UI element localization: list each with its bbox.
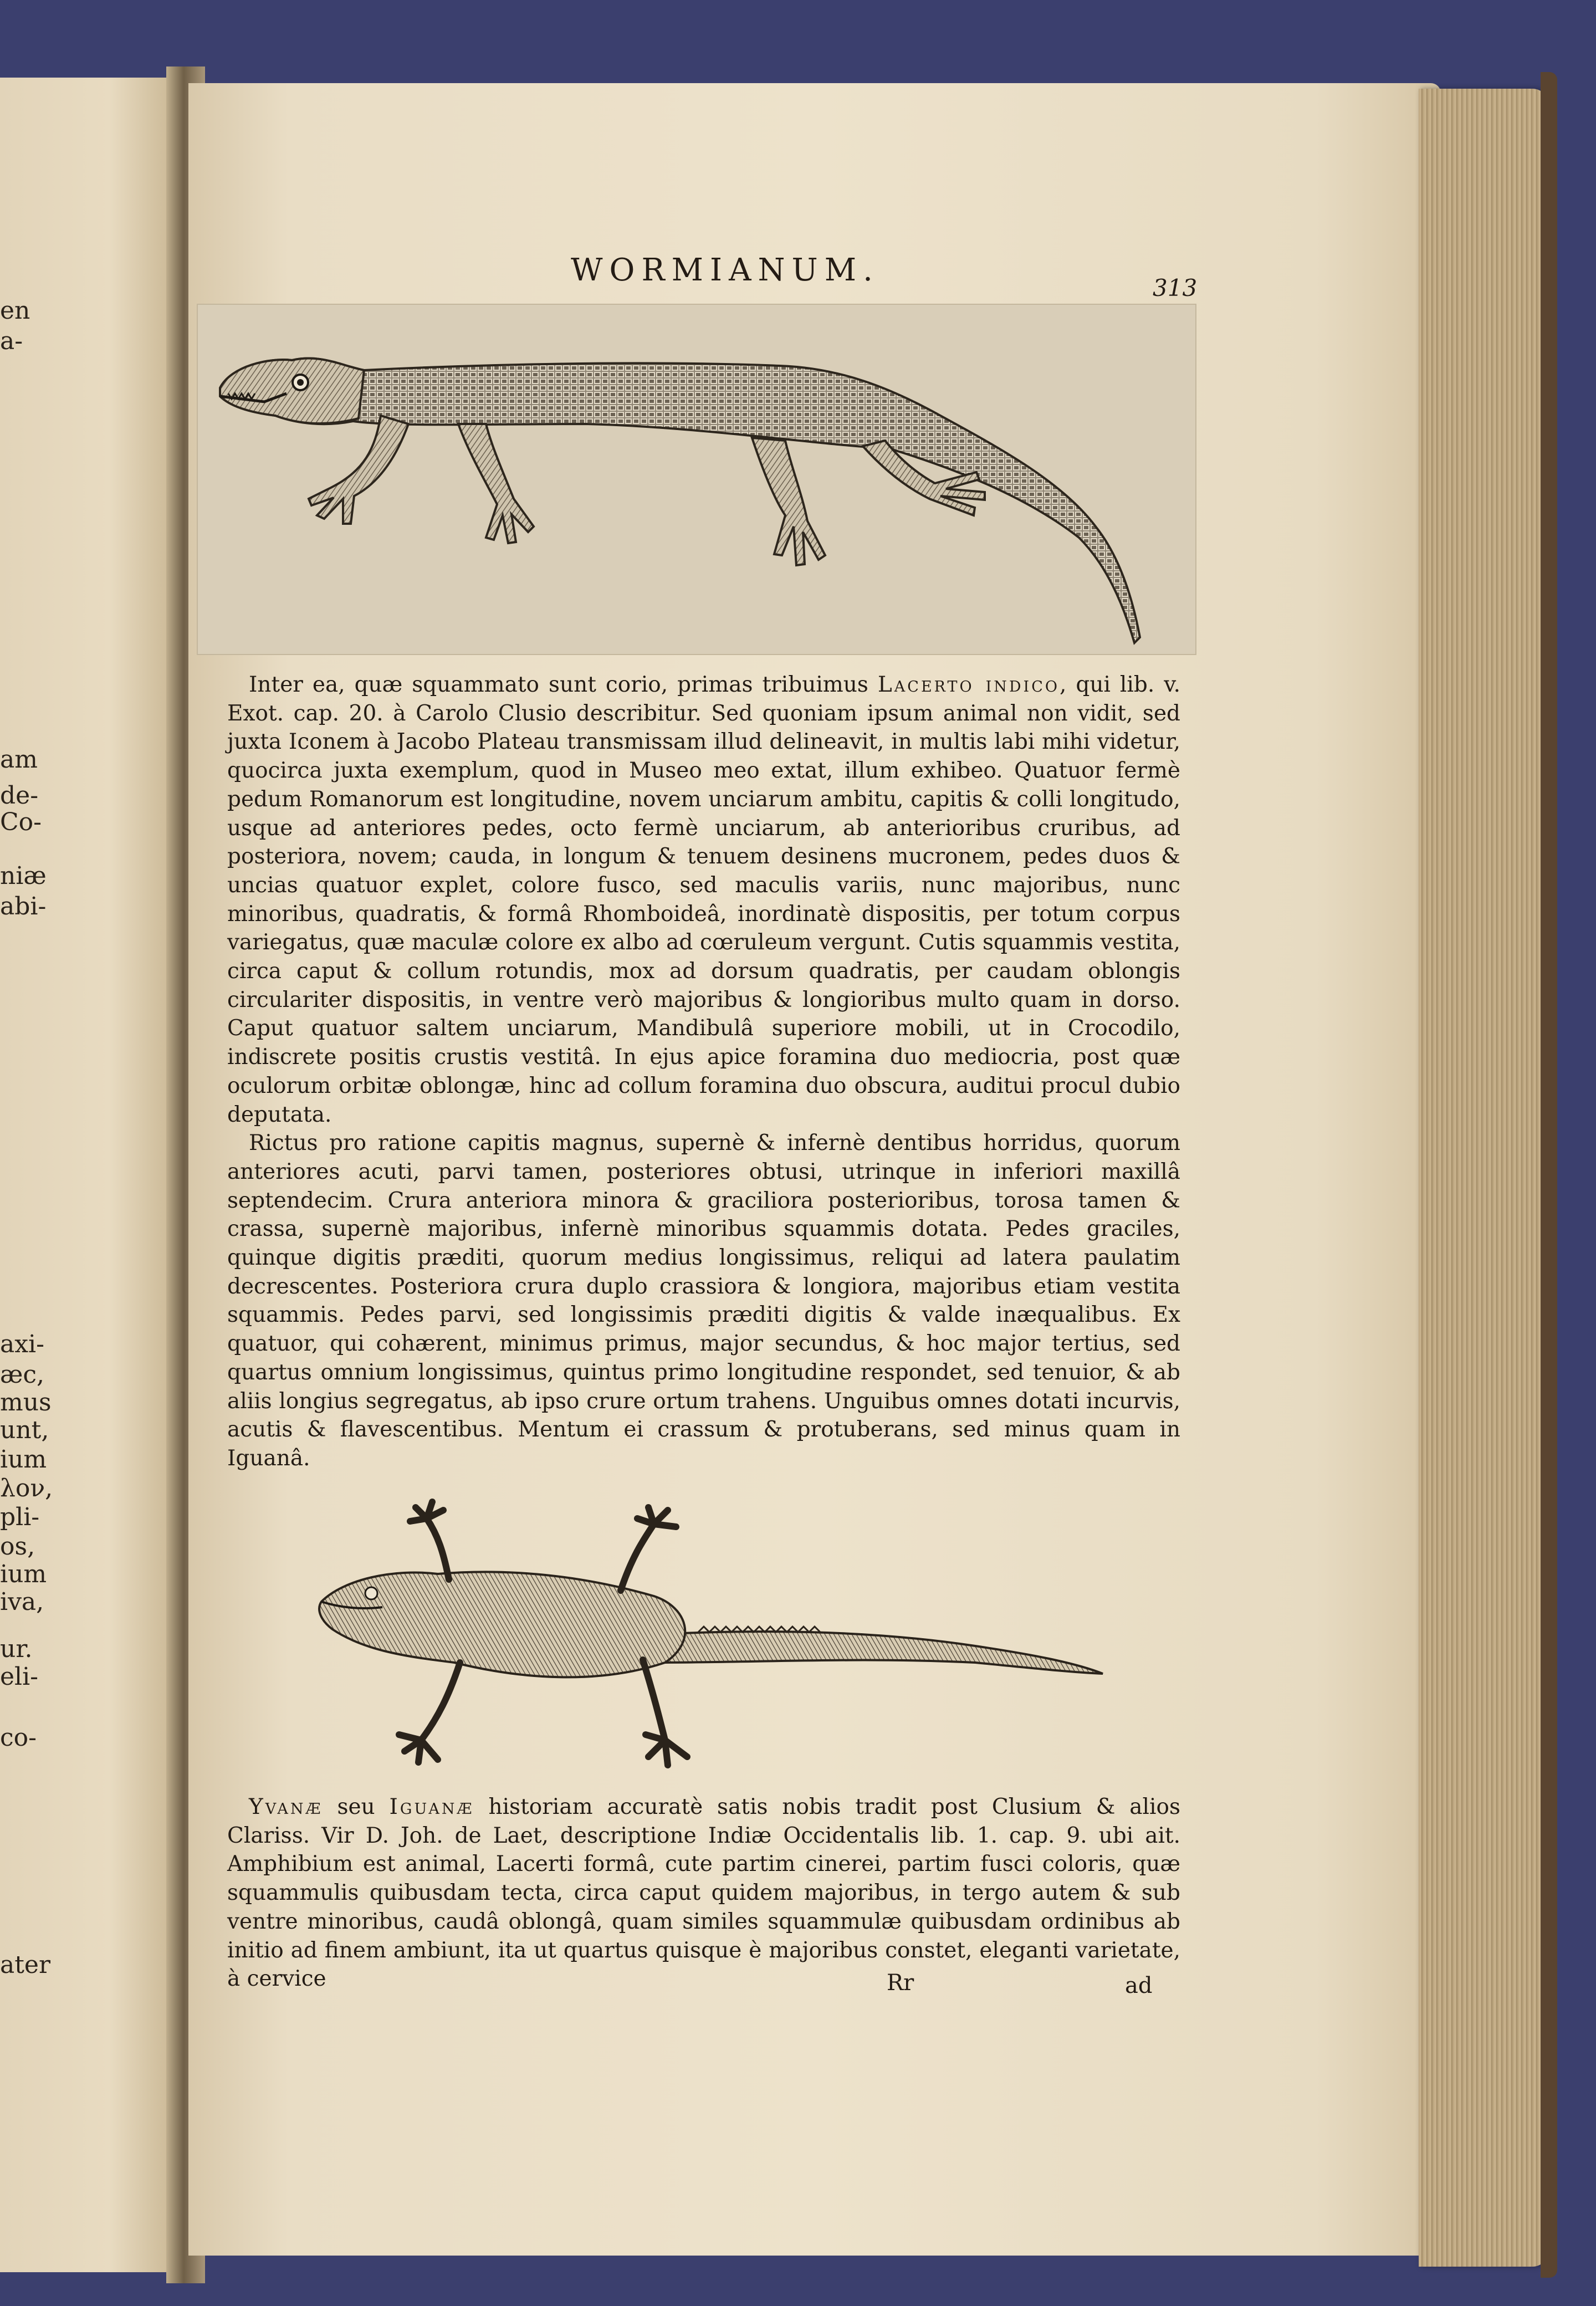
left-fragment: axi- bbox=[0, 1330, 44, 1358]
paragraph bbox=[227, 1793, 1180, 1993]
left-fragment: am bbox=[0, 745, 38, 774]
left-fragment: eli- bbox=[0, 1663, 39, 1691]
paragraph-lead: Inter ea, quæ squammato sunt corio, primas tribuimus bbox=[249, 672, 868, 697]
left-fragment: co- bbox=[0, 1724, 37, 1752]
plate-lacertus-indicus bbox=[197, 304, 1196, 655]
lizard-illustration bbox=[198, 305, 1195, 654]
cover-edge bbox=[1541, 72, 1557, 2278]
left-fragment: Co- bbox=[0, 808, 42, 836]
paragraph bbox=[227, 671, 1180, 1129]
plate-iguana bbox=[310, 1496, 1114, 1785]
left-fragment: λον, bbox=[0, 1474, 53, 1502]
text-block-lacertus bbox=[227, 671, 1180, 1473]
page-number: 313 bbox=[1153, 274, 1198, 301]
left-facing-page bbox=[0, 78, 183, 2272]
text-block-iguana bbox=[227, 1793, 1180, 1993]
iguana-illustration bbox=[310, 1496, 1114, 1785]
left-fragment: a- bbox=[0, 327, 23, 355]
left-fragment: de- bbox=[0, 781, 39, 810]
left-fragment: iva, bbox=[0, 1588, 44, 1616]
catchword: ad bbox=[1125, 1973, 1153, 1998]
page-block-edges bbox=[1419, 89, 1549, 2267]
running-head: WORMIANUM. bbox=[571, 252, 879, 288]
left-fragment: æc, bbox=[0, 1361, 44, 1389]
left-fragment: pli- bbox=[0, 1503, 40, 1531]
species-name: Lacerto indico bbox=[877, 672, 1060, 697]
paragraph-text: , qui lib. v. Exot. cap. 20. à Carolo Clusio describitur. Sed quoniam ipsum animal non vidit, sed juxta Iconem à Jacobo Plateau transmissam illud delineavit, in multis labi mihi videtur, quocirca juxta exemplum, quod in Museo meo extat, illum exhibeo. Quatuor fermè pedum Romanorum est longitudine, novem unciarum ambitu, capitis & colli longitudo, usque ad anteriores pedes, octo fermè unciarum, ab anterioribus cruribus, ad posteriora, novem; cauda, in longum & tenuem desinens mucronem, pedes duos & uncias quatuor explet, colore fusco, sed maculis variis, nunc majoribus, nunc minoribus, quadratis, & formâ Rhomboideâ, inordinatè dispositis, per totum corpus variegatus, quæ maculæ colore ex albo ad cœruleum vergunt. Cutis squammis vestita, circa caput & collum rotundis, mox ad dorsum quadratis, per caudam oblongis circulariter dispositis, in ventre verò majoribus & longioribus multo quam in dorso. Caput quatuor saltem unciarum, Mandibulâ superiore mobili, ut in Crocodilo, indiscrete positis crustis vestitâ. In ejus apice foramina duo mediocria, post quæ oculorum orbitæ oblongæ, hinc ad collum foramina duo obscura, auditui procul dubio deputata. bbox=[227, 672, 1181, 1127]
left-fragment: ater bbox=[0, 1951, 50, 1979]
signature-mark: Rr bbox=[887, 1970, 914, 1996]
left-fragment: ium bbox=[0, 1560, 47, 1588]
left-fragment: ur. bbox=[0, 1635, 33, 1663]
left-fragment: en bbox=[0, 296, 30, 325]
paragraph-text: historiam accuratè satis nobis tradit post Clusium & alios Clariss. Vir D. Joh. de Laet, descriptione Indiæ Occidentalis lib. 1. cap. 9. ubi ait. Amphibium est animal, Lacerti formâ, cute partim cinerei, partim fusci coloris, quæ squammulis quibusdam tecta, circa caput quidem majoribus, in tergo autem & sub ventre minoribus, caudâ oblongâ, quam similes squammulæ quibusdam ordinibus ab initio ad finem ambiunt, ita ut quartus quisque è majoribus constet, eleganti varietate, à cervice bbox=[227, 1794, 1180, 1992]
paragraph bbox=[227, 1129, 1180, 1472]
species-name: Yvanæ bbox=[249, 1794, 323, 1819]
paragraph-text: Rictus pro ratione capitis magnus, supernè & infernè dentibus horridus, quorum anteriores acuti, parvi tamen, posteriores obtusi, utrinque in inferiori maxillâ septendecim. Crura anteriora minora & graciliora posterioribus, torosa tamen & crassa, supernè majoribus, infernè minoribus squammis dotata. Pedes graciles, quinque digitis præditi, quorum medius longissimus, reliqui ad latera paulatim decrescentes. Posteriora crura duplo crassiora & longiora, majoribus etiam vestita squammis. Pedes parvi, sed longissimis præditi digitis & valde inæqualibus. Ex quatuor, qui cohærent, minimus primus, major secundus, & hoc major tertius, sed quartus omnium longissimus, quintus primo longitudine respondet, sed tenuior, & ab aliis longius segregatus, ab ipso crure ortum trahens. Unguibus omnes dotati incurvis, acutis & flavescentibus. Mentum ei crassum & protuberans, sed minus quam in Iguanâ. bbox=[227, 1131, 1180, 1471]
species-name: Iguanæ bbox=[389, 1794, 474, 1819]
left-fragment: abi- bbox=[0, 892, 47, 921]
left-fragment: os, bbox=[0, 1532, 35, 1561]
left-fragment: ium bbox=[0, 1445, 47, 1474]
joiner-word: seu bbox=[323, 1794, 390, 1819]
left-fragment: unt, bbox=[0, 1416, 49, 1444]
left-fragment: niæ bbox=[0, 862, 47, 890]
left-fragment: mus bbox=[0, 1388, 52, 1417]
